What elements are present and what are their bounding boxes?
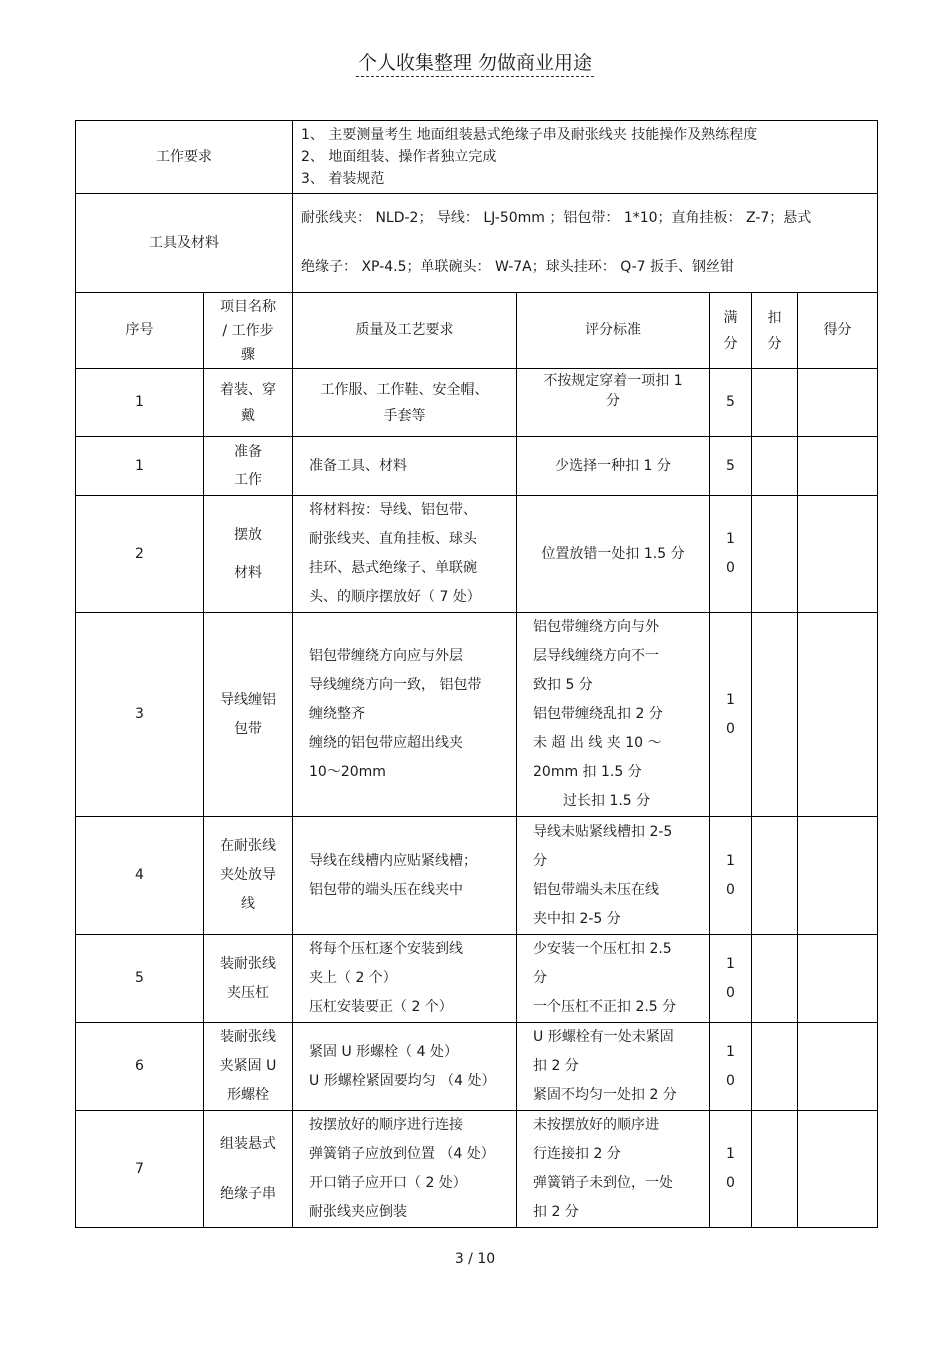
row-criteria-line: 未按摆放好的顺序进 (533, 1117, 659, 1133)
row-criteria-line: U 形螺栓有一处未紧固 (533, 1029, 674, 1045)
col-full-line: 满 (723, 309, 738, 326)
row-deduct (752, 613, 798, 817)
requirement-line: 1、 主要测量考生 地面组装悬式绝缘子串及耐张线夹 技能操作及熟练程度 (301, 127, 758, 143)
row-item (204, 935, 293, 1023)
row-full-line: 0 (726, 1072, 735, 1089)
row-item (204, 369, 293, 437)
row-criteria-line: 分 (606, 393, 620, 409)
table-row (76, 1111, 878, 1228)
row-deduct (752, 817, 798, 935)
row-quality (293, 437, 517, 496)
table-row (76, 496, 878, 613)
col-quality: 质量及工艺要求 (293, 293, 517, 369)
requirement-line: 2、 地面组装、操作者独立完成 (301, 149, 497, 165)
row-quality-line: 压杠安装要正（ 2 个） (309, 999, 453, 1015)
row-criteria-line: 少选择一种扣 1 分 (555, 457, 671, 474)
row-criteria-line: 分 (533, 970, 547, 986)
row-quality (293, 613, 517, 817)
row-full-line: 1 (726, 1146, 735, 1162)
row-deduct (752, 369, 798, 437)
row-item (204, 1111, 293, 1228)
row-score (798, 496, 878, 613)
row-full-line: 1 (726, 691, 735, 708)
col-seq: 序号 (76, 293, 204, 369)
table-row (76, 1023, 878, 1111)
col-deduct (752, 293, 798, 369)
tools-line: 耐张线夹： NLD-2； 导线： LJ-50mm ；铝包带： 1*10；直角挂板： Z-7；悬式 (301, 210, 812, 226)
row-quality-line: 导线在线槽内应贴紧线槽； (309, 852, 477, 869)
row-seq: 1 (76, 369, 204, 437)
row-item (204, 1023, 293, 1111)
page-header (0, 48, 950, 75)
row-full-line: 0 (726, 984, 735, 1001)
requirement-line: 3、 着装规范 (301, 171, 385, 187)
row-item (204, 817, 293, 935)
row-score (798, 817, 878, 935)
row-quality (293, 369, 517, 437)
row-criteria-line: 位置放错一处扣 1.5 分 (541, 545, 685, 562)
row-item-line: 绝缘子串 (220, 1186, 276, 1202)
row-score (798, 613, 878, 817)
col-item-line: 项目名称 (220, 298, 276, 315)
row-quality-line: U 形螺栓紧固要均匀 （4 处） (309, 1072, 496, 1089)
row-quality (293, 496, 517, 613)
tools-line: 绝缘子： XP-4.5；单联碗头： W-7A；球头挂环： Q-7 扳手、钢丝钳 (301, 259, 735, 275)
row-quality-line: 头、的顺序摆放好（ 7 处） (309, 589, 481, 605)
row-item-line: 戴 (241, 407, 255, 424)
header-title: 个人收集整理 勿做商业用途 (356, 52, 594, 77)
row-score (798, 1111, 878, 1228)
row-full-line: 0 (726, 720, 735, 737)
table-row (76, 935, 878, 1023)
col-deduct-line: 扣 (767, 309, 782, 326)
row-criteria-line: 扣 2 分 (533, 1058, 579, 1074)
table-row (76, 369, 878, 437)
row-quality (293, 1023, 517, 1111)
row-seq: 6 (76, 1023, 204, 1111)
row-criteria-line: 弹簧销子未到位，一处 (533, 1175, 673, 1191)
row-item (204, 613, 293, 817)
row-score (798, 369, 878, 437)
row-deduct (752, 1111, 798, 1228)
row-full (710, 496, 752, 613)
row-item-line: 着装、穿 (220, 381, 276, 398)
row-criteria (517, 369, 710, 437)
row-criteria (517, 817, 710, 935)
row-quality-line: 工作服、工作鞋、安全帽、 (320, 381, 489, 398)
col-criteria: 评分标准 (517, 293, 710, 369)
row-quality (293, 1111, 517, 1228)
row-item-line: 包带 (234, 720, 262, 737)
row-criteria (517, 1111, 710, 1228)
row-full (710, 1023, 752, 1111)
row-seq: 5 (76, 935, 204, 1023)
row-quality (293, 935, 517, 1023)
tools-content (293, 194, 878, 293)
col-item-line: 骤 (241, 346, 255, 363)
row-seq: 4 (76, 817, 204, 935)
row-full: 5 (710, 437, 752, 496)
row-deduct (752, 1023, 798, 1111)
row-score (798, 437, 878, 496)
row-full (710, 613, 752, 817)
column-header-row (76, 293, 878, 369)
row-item-line: 准备 (234, 444, 262, 460)
row-criteria-line: 致扣 5 分 (533, 677, 593, 693)
col-item (204, 293, 293, 369)
row-quality-line: 弹簧销子应放到位置 （4 处） (309, 1146, 495, 1162)
row-item-line: 形螺栓 (227, 1087, 269, 1103)
scoring-table (75, 120, 878, 1228)
row-quality-line: 缠绕的铝包带应超出线夹 (309, 735, 463, 751)
row-quality-line: 10～20mm (309, 764, 386, 780)
row-criteria-line: 层导线缠绕方向不一 (533, 648, 659, 664)
col-full-line: 分 (723, 335, 738, 352)
row-quality-line: 铝包带缠绕方向应与外层 (309, 648, 463, 664)
table-row (76, 817, 878, 935)
row-criteria (517, 1023, 710, 1111)
row-full (710, 817, 752, 935)
row-criteria-line: 紧固不均匀一处扣 2 分 (533, 1087, 677, 1103)
row-quality-line: 手套等 (383, 407, 426, 424)
row-full-line: 1 (726, 955, 735, 972)
row-full-line: 1 (726, 1043, 735, 1060)
row-quality-line: 挂环、悬式绝缘子、单联碗 (309, 560, 477, 576)
row-criteria-line: 铝包带端头未压在线 (533, 881, 659, 898)
row-deduct (752, 935, 798, 1023)
row-criteria-line: 一个压杠不正扣 2.5 分 (533, 999, 677, 1015)
row-full-line: 0 (726, 560, 735, 576)
row-seq: 2 (76, 496, 204, 613)
requirements-label: 工作要求 (76, 121, 293, 194)
row-item-line: 在耐张线 (220, 838, 276, 854)
col-item-line: / 工作步 (222, 322, 274, 339)
row-deduct (752, 496, 798, 613)
row-seq: 1 (76, 437, 204, 496)
col-deduct-line: 分 (767, 335, 782, 352)
row-quality-line: 将每个压杠逐个安装到线 (309, 941, 463, 957)
row-criteria-line: 过长扣 1.5 分 (563, 793, 651, 809)
row-full (710, 1111, 752, 1228)
row-score (798, 935, 878, 1023)
row-seq: 3 (76, 613, 204, 817)
col-full (710, 293, 752, 369)
row-criteria (517, 935, 710, 1023)
row-quality-line: 夹上（ 2 个） (309, 970, 397, 986)
row-item-line: 组装悬式 (220, 1136, 276, 1152)
row-criteria-line: 铝包带缠绕乱扣 2 分 (533, 706, 663, 722)
requirements-row (76, 121, 878, 194)
row-criteria-line: 夹中扣 2-5 分 (533, 910, 621, 927)
row-item-line: 夹压杠 (227, 984, 269, 1001)
row-quality-line: 开口销子应开口（ 2 处） (309, 1175, 467, 1191)
row-item-line: 材料 (234, 565, 262, 581)
row-score (798, 1023, 878, 1111)
row-quality-line: 缠绕整齐 (309, 706, 365, 722)
row-criteria-line: 扣 2 分 (533, 1204, 579, 1220)
row-item-line: 导线缠铝 (220, 691, 276, 708)
row-item-line: 线 (241, 896, 255, 912)
row-quality (293, 817, 517, 935)
row-quality-line: 耐张线夹、直角挂板、球头 (309, 531, 477, 547)
row-item (204, 496, 293, 613)
row-quality-line: 铝包带的端头压在线夹中 (309, 881, 463, 898)
row-criteria-line: 20mm 扣 1.5 分 (533, 764, 642, 780)
row-criteria-line: 少安装一个压杠扣 2.5 (533, 941, 672, 957)
row-seq: 7 (76, 1111, 204, 1228)
row-full-line: 0 (726, 1175, 735, 1191)
row-quality-line: 准备工具、材料 (309, 457, 407, 474)
row-quality-line: 耐张线夹应倒装 (309, 1204, 407, 1220)
row-full-line: 1 (726, 852, 735, 869)
row-item-line: 夹处放导 (220, 867, 276, 883)
page-number: 3 / 10 (454, 1251, 496, 1267)
row-item-line: 装耐张线 (220, 955, 276, 972)
requirements-content (293, 121, 878, 194)
row-criteria-line: 铝包带缠绕方向与外 (533, 619, 659, 635)
row-criteria (517, 613, 710, 817)
row-criteria-line: 导线未贴紧线槽扣 2-5 (533, 823, 673, 840)
row-full (710, 935, 752, 1023)
row-quality-line: 导线缠绕方向一致， 铝包带 (309, 677, 482, 693)
row-item-line: 工作 (234, 472, 262, 488)
row-item (204, 437, 293, 496)
row-deduct (752, 437, 798, 496)
tools-label: 工具及材料 (76, 194, 293, 293)
row-item-line: 摆放 (234, 527, 262, 543)
row-item-line: 夹紧固 U (219, 1058, 277, 1074)
tools-row (76, 194, 878, 293)
row-quality-line: 紧固 U 形螺栓（ 4 处） (309, 1043, 458, 1060)
row-full-line: 1 (726, 531, 735, 547)
table-row (76, 613, 878, 817)
row-criteria (517, 496, 710, 613)
table-row (76, 437, 878, 496)
col-score: 得分 (798, 293, 878, 369)
row-full: 5 (710, 369, 752, 437)
row-criteria-line: 不按规定穿着一项扣 1 (543, 373, 683, 389)
row-criteria-line: 行连接扣 2 分 (533, 1146, 621, 1162)
row-criteria-line: 分 (533, 852, 547, 869)
row-quality-line: 按摆放好的顺序进行连接 (309, 1117, 463, 1133)
row-item-line: 装耐张线 (220, 1029, 276, 1045)
row-criteria (517, 437, 710, 496)
row-criteria-line: 未 超 出 线 夹 10 ～ (533, 735, 662, 751)
row-full-line: 0 (726, 881, 735, 898)
row-quality-line: 将材料按：导线、铝包带、 (309, 502, 477, 518)
